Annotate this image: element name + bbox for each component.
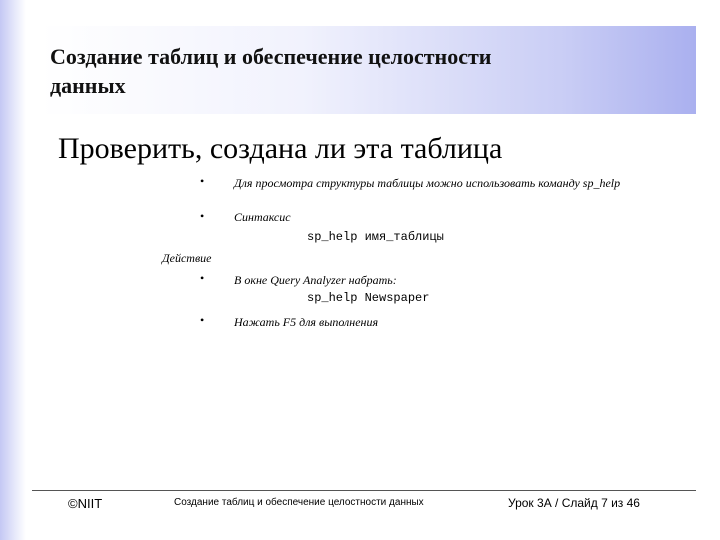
footer-copyright: ©NIIT	[68, 496, 103, 511]
list-item-text: В окне Query Analyzer набрать:	[234, 273, 397, 287]
slide-title: Создание таблиц и обеспечение целостности данных	[50, 44, 492, 98]
list-item-text: Синтаксис	[234, 210, 291, 224]
slide-header	[40, 26, 696, 114]
bullet-icon: •	[200, 313, 205, 327]
footer-page-info: Урок 3А / Слайд 7 из 46	[508, 496, 640, 510]
list-item-text: Для просмотра структуры таблицы можно использовать команду sp_help	[234, 176, 621, 190]
footer-title: Создание таблиц и обеспечение целостности данных	[174, 497, 424, 508]
syntax-code: sp_help имя_таблицы	[307, 230, 444, 244]
bullet-icon: •	[200, 209, 205, 223]
footer-divider	[32, 490, 696, 491]
left-decorative-bar	[0, 0, 26, 540]
list-item-text: Нажать F5 для выполнения	[234, 315, 379, 329]
main-heading: Проверить, создана ли эта таблица	[58, 132, 503, 165]
bullet-icon: •	[200, 174, 205, 188]
section-label: Действие	[162, 251, 212, 265]
bullet-icon: •	[200, 271, 205, 285]
command-code: sp_help Newspaper	[307, 291, 430, 305]
